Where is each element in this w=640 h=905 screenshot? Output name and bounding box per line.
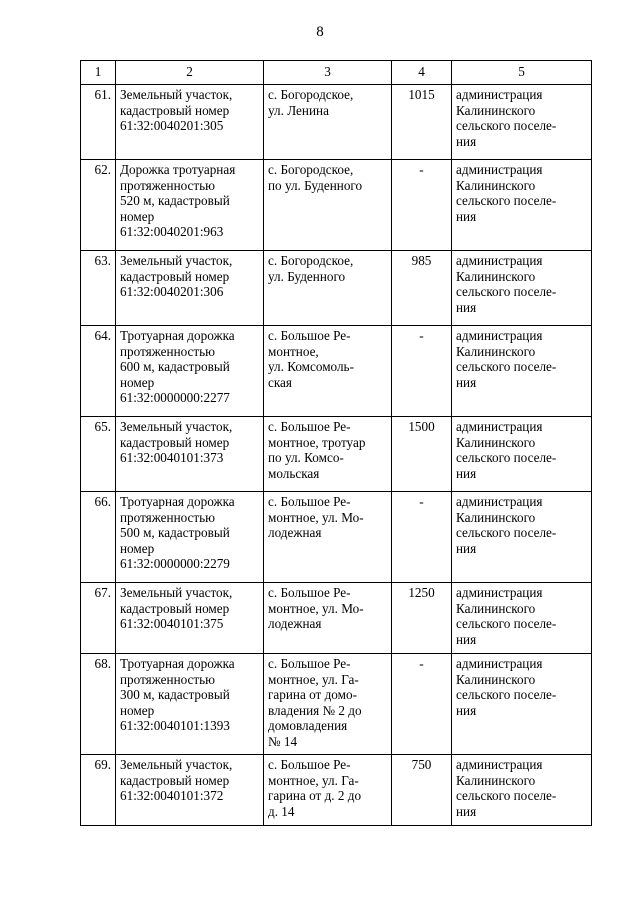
object-owner: администрация Калининского сельского поселе- ния bbox=[452, 160, 592, 251]
object-owner: администрация Калининского сельского поселе- ния bbox=[452, 326, 592, 417]
object-owner: администрация Калининского сельского поселе- ния bbox=[452, 417, 592, 492]
table-row bbox=[81, 583, 592, 654]
object-area: - bbox=[392, 326, 452, 417]
object-owner: администрация Калининского сельского поселе- ния bbox=[452, 755, 592, 826]
row-number: 68. bbox=[81, 654, 116, 755]
object-area: 1015 bbox=[392, 85, 452, 160]
object-location: с. Богородское, ул. Ленина bbox=[264, 85, 392, 160]
row-number: 66. bbox=[81, 492, 116, 583]
row-number: 65. bbox=[81, 417, 116, 492]
table-row bbox=[81, 755, 592, 826]
table-row bbox=[81, 160, 592, 251]
object-area: - bbox=[392, 160, 452, 251]
object-owner: администрация Калининского сельского поселе- ния bbox=[452, 251, 592, 326]
header-col-5: 5 bbox=[452, 61, 592, 85]
row-number: 63. bbox=[81, 251, 116, 326]
object-area: - bbox=[392, 492, 452, 583]
table-row bbox=[81, 326, 592, 417]
object-location: с. Большое Ре- монтное, ул. Мо- лодежная bbox=[264, 583, 392, 654]
object-name: Земельный участок, кадастровый номер 61:32:0040101:375 bbox=[116, 583, 264, 654]
object-name: Тротуарная дорожка протяженностью 600 м, кадастровый номер 61:32:0000000:2277 bbox=[116, 326, 264, 417]
object-location: с. Большое Ре- монтное, ул. Мо- лодежная bbox=[264, 492, 392, 583]
header-col-3: 3 bbox=[264, 61, 392, 85]
object-name: Дорожка тротуарная протяженностью 520 м, кадастровый номер 61:32:0040201:963 bbox=[116, 160, 264, 251]
header-row bbox=[81, 61, 592, 85]
object-name: Земельный участок, кадастровый номер 61:32:0040201:305 bbox=[116, 85, 264, 160]
object-name: Земельный участок, кадастровый номер 61:32:0040101:372 bbox=[116, 755, 264, 826]
object-area: - bbox=[392, 654, 452, 755]
page-number: 8 bbox=[316, 24, 324, 40]
property-table bbox=[80, 60, 592, 826]
table-body bbox=[81, 85, 592, 826]
header-col-4: 4 bbox=[392, 61, 452, 85]
object-owner: администрация Калининского сельского поселе- ния bbox=[452, 583, 592, 654]
object-area: 1500 bbox=[392, 417, 452, 492]
object-location: с. Богородское, по ул. Буденного bbox=[264, 160, 392, 251]
object-location: с. Богородское, ул. Буденного bbox=[264, 251, 392, 326]
object-area: 750 bbox=[392, 755, 452, 826]
object-owner: администрация Калининского сельского поселе- ния bbox=[452, 654, 592, 755]
object-owner: администрация Калининского сельского поселе- ния bbox=[452, 85, 592, 160]
object-name: Тротуарная дорожка протяженностью 300 м, кадастровый номер 61:32:0040101:1393 bbox=[116, 654, 264, 755]
object-location: с. Большое Ре- монтное, тротуар по ул. Комсо- мольская bbox=[264, 417, 392, 492]
row-number: 61. bbox=[81, 85, 116, 160]
object-area: 985 bbox=[392, 251, 452, 326]
object-name: Земельный участок, кадастровый номер 61:32:0040101:373 bbox=[116, 417, 264, 492]
row-number: 62. bbox=[81, 160, 116, 251]
row-number: 64. bbox=[81, 326, 116, 417]
header-col-1: 1 bbox=[81, 61, 116, 85]
object-location: с. Большое Ре- монтное, ул. Га- гарина от д. 2 до д. 14 bbox=[264, 755, 392, 826]
object-area: 1250 bbox=[392, 583, 452, 654]
table-row bbox=[81, 85, 592, 160]
row-number: 67. bbox=[81, 583, 116, 654]
object-name: Земельный участок, кадастровый номер 61:32:0040201:306 bbox=[116, 251, 264, 326]
table-header bbox=[81, 61, 592, 85]
object-owner: администрация Калининского сельского поселе- ния bbox=[452, 492, 592, 583]
table-row bbox=[81, 654, 592, 755]
row-number: 69. bbox=[81, 755, 116, 826]
header-col-2: 2 bbox=[116, 61, 264, 85]
object-location: с. Большое Ре- монтное, ул. Комсомоль- ская bbox=[264, 326, 392, 417]
object-name: Тротуарная дорожка протяженностью 500 м, кадастровый номер 61:32:0000000:2279 bbox=[116, 492, 264, 583]
table-row bbox=[81, 251, 592, 326]
table-row bbox=[81, 417, 592, 492]
object-location: с. Большое Ре- монтное, ул. Га- гарина от домо- владения № 2 до домовладения № 14 bbox=[264, 654, 392, 755]
table-row bbox=[81, 492, 592, 583]
